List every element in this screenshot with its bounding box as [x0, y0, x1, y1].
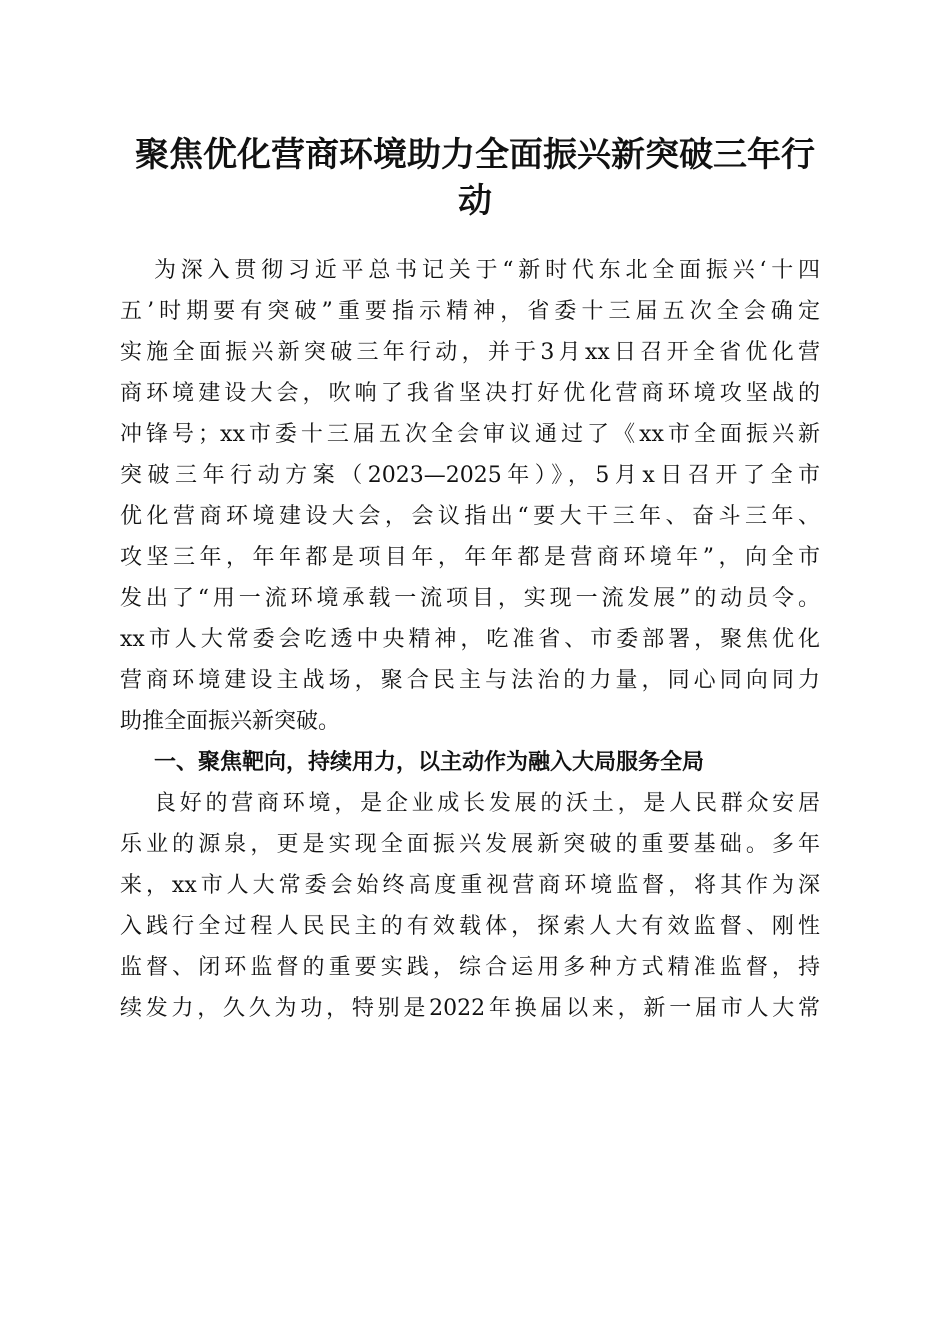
text-line: 入践行全过程人民民主的有效载体，探索人大有效监督、刚性 [120, 914, 820, 939]
title-line: 动 [458, 181, 492, 221]
paragraph-section-1 [120, 783, 820, 1029]
text-line: 实施全面振兴新突破三年行动，并于3月xx日召开全省优化营 [120, 340, 820, 365]
text-line: 乐业的源泉，更是实现全面振兴发展新突破的重要基础。多年 [120, 832, 820, 857]
text-line: xx市人大常委会吃透中央精神，吃准省、市委部署，聚焦优化 [120, 627, 820, 652]
text-line: 发出了“用一流环境承载一流项目，实现一流发展”的动员令。 [120, 586, 820, 611]
document-title [100, 132, 850, 224]
text-line: 监督、闭环监督的重要实践，综合运用多种方式精准监督，持 [120, 955, 820, 980]
document-body [120, 250, 820, 1029]
text-line: 五’时期要有突破”重要指示精神，省委十三届五次全会确定 [120, 299, 820, 324]
paragraph-intro [120, 250, 820, 742]
title-line: 聚焦优化营商环境助力全面振兴新突破三年行 [135, 135, 815, 175]
text-line: 冲锋号；xx市委十三届五次全会审议通过了《xx市全面振兴新 [120, 422, 820, 447]
text-line: 助推全面振兴新突破。 [120, 709, 341, 734]
text-line: 良好的营商环境，是企业成长发展的沃土，是人民群众安居 [154, 791, 820, 816]
text-line: 营商环境建设主战场，聚合民主与法治的力量，同心同向同力 [120, 668, 820, 693]
text-line: 来，xx市人大常委会始终高度重视营商环境监督，将其作为深 [120, 873, 820, 898]
text-line: 优化营商环境建设大会，会议指出“要大干三年、奋斗三年、 [120, 504, 820, 529]
text-line: 商环境建设大会，吹响了我省坚决打好优化营商环境攻坚战的 [120, 381, 820, 406]
text-line: 突破三年行动方案（2023—2025年）》，5月x日召开了全市 [120, 463, 820, 488]
section-heading: 一、聚焦靶向，持续用力，以主动作为融入大局服务全局 [154, 750, 705, 775]
text-line: 为深入贯彻习近平总书记关于“新时代东北全面振兴‘十四 [154, 258, 820, 283]
text-line: 攻坚三年，年年都是项目年，年年都是营商环境年”，向全市 [120, 545, 820, 570]
text-line: 续发力，久久为功，特别是2022年换届以来，新一届市人大常 [120, 996, 820, 1021]
